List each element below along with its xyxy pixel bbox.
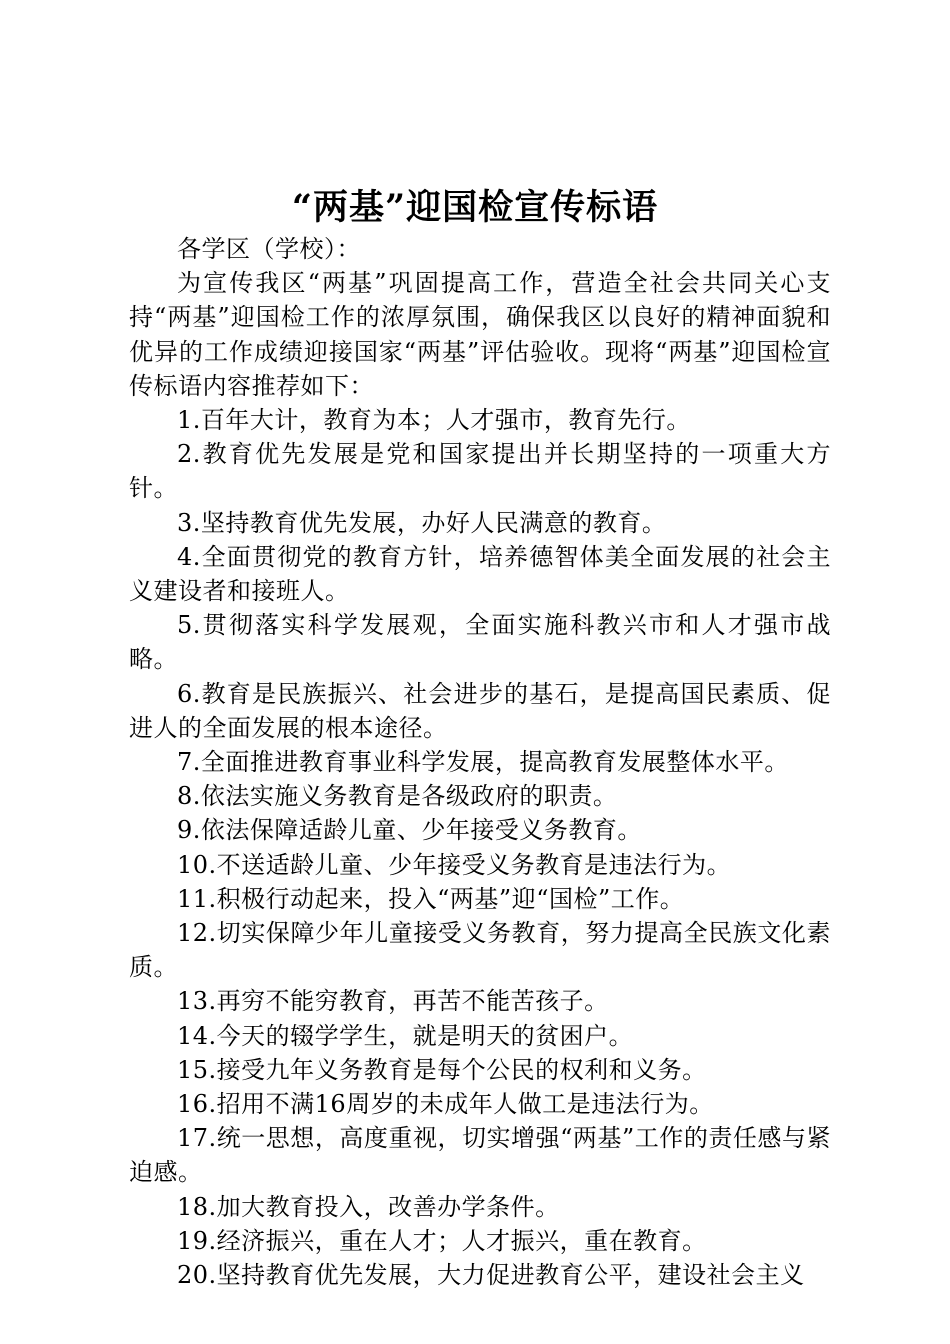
slogan-item: 6.教育是民族振兴、社会进步的基石，是提高国民素质、促进人的全面发展的根本途径。: [129, 679, 831, 742]
slogan-item: 1.百年大计，教育为本；人才强市，教育先行。: [177, 406, 691, 435]
slogan-item: 12.切实保障少年儿童接受义务教育，努力提高全民族文化素质。: [129, 919, 831, 982]
slogan-item: 7.全面推进教育事业科学发展，提高教育发展整体水平。: [177, 748, 789, 777]
slogan-item: 18.加大教育投入，改善办学条件。: [177, 1192, 560, 1221]
slogan-item: 13.再穷不能穷教育，再苦不能苦孩子。: [177, 987, 609, 1016]
slogan-item: 16.招用不满16周岁的未成年人做工是违法行为。: [177, 1090, 714, 1119]
slogan-item: 2.教育优先发展是党和国家提出并长期坚持的一项重大方针。: [129, 440, 831, 503]
slogan-item: 3.坚持教育优先发展，办好人民满意的教育。: [177, 508, 667, 537]
slogan-item: 19.经济振兴，重在人才；人才振兴，重在教育。: [177, 1226, 707, 1255]
slogan-item: 14.今天的辍学学生，就是明天的贫困户。: [177, 1021, 634, 1050]
document-body: [129, 232, 831, 1292]
slogan-item: 17.统一思想，高度重视，切实增强“两基”工作的责任感与紧迫感。: [129, 1124, 831, 1187]
salutation: 各学区（学校）：: [177, 235, 361, 263]
slogan-item: 15.接受九年义务教育是每个公民的权利和义务。: [177, 1055, 707, 1084]
slogan-item: 20.坚持教育优先发展，大力促进教育公平，建设社会主义: [177, 1261, 805, 1290]
intro-paragraph: 为宣传我区“两基”巩固提高工作，营造全社会共同关心支持“两基”迎国检工作的浓厚氛围，确保我区以良好的精神面貌和优异的工作成绩迎接国家“两基”评估验收。现将“两基”迎国检宣传标语内容推荐如下：: [129, 269, 831, 400]
slogan-item: 9.依法保障适龄儿童、少年接受义务教育。: [177, 816, 642, 845]
document-title: “两基”迎国检宣传标语: [291, 187, 659, 228]
slogan-item: 5.贯彻落实科学发展观，全面实施科教兴市和人才强市战略。: [129, 611, 831, 674]
slogan-item: 4.全面贯彻党的教育方针，培养德智体美全面发展的社会主义建设者和接班人。: [129, 542, 831, 606]
slogan-item: 8.依法实施义务教育是各级政府的职责。: [177, 782, 618, 811]
slogan-item: 10.不送适龄儿童、少年接受义务教育是违法行为。: [177, 850, 732, 879]
slogan-item: 11.积极行动起来，投入“两基”迎“国检”工作。: [177, 884, 685, 913]
